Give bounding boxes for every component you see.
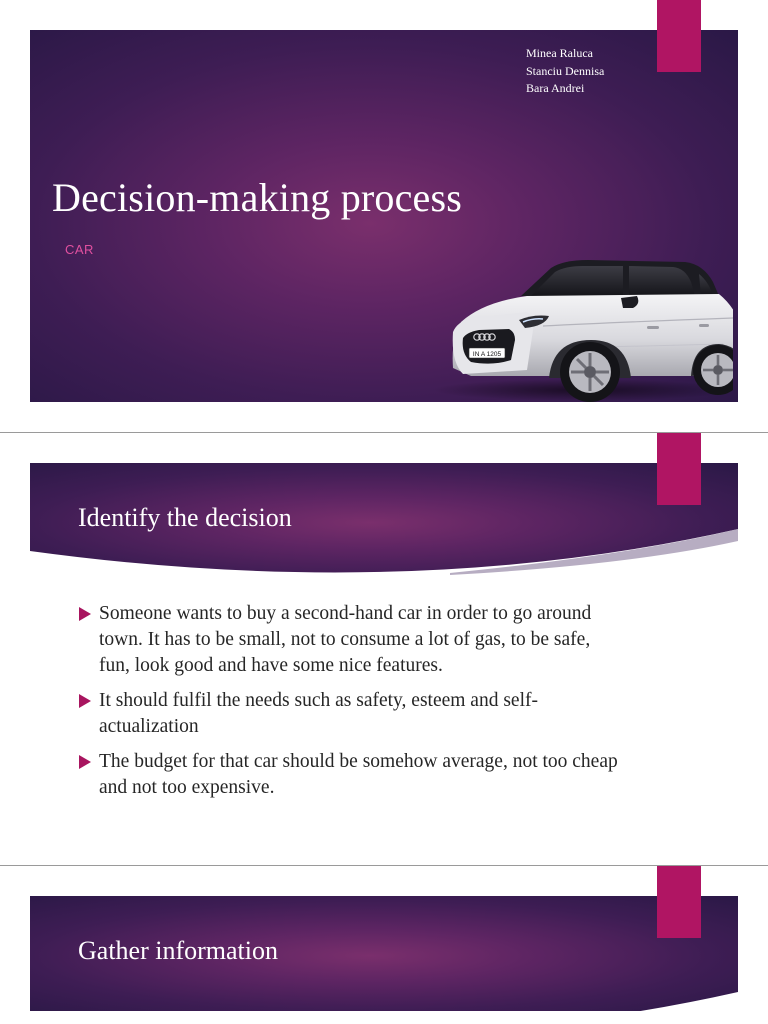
list-item bbox=[78, 688, 618, 740]
bullet-arrow-icon bbox=[79, 694, 91, 708]
bullet-text: It should fulfil the needs such as safety, esteem and self-actualization bbox=[99, 690, 538, 737]
slide-title: Decision-making process bbox=[52, 175, 463, 220]
accent-tab bbox=[657, 0, 701, 72]
title-slide bbox=[0, 0, 768, 432]
author-name: Bara Andrei bbox=[526, 81, 585, 95]
heading-banner bbox=[30, 896, 738, 1011]
accent-tab bbox=[657, 866, 701, 938]
author-name: Stanciu Dennisa bbox=[526, 63, 605, 78]
slide-subtitle: CAR bbox=[65, 242, 94, 257]
bullet-arrow-icon bbox=[79, 755, 91, 769]
bullet-text: The budget for that car should be somehow average, not too cheap and not too expensive. bbox=[99, 751, 618, 798]
heading-banner bbox=[30, 463, 738, 578]
author-name: Minea Raluca bbox=[526, 46, 593, 60]
accent-tab bbox=[657, 433, 701, 505]
banner-curve bbox=[30, 463, 738, 578]
license-plate-text: IN A 1205 bbox=[472, 351, 502, 358]
banner-curve bbox=[30, 896, 738, 1011]
bullet-list bbox=[78, 601, 618, 810]
gather-information-slide bbox=[0, 866, 768, 1024]
car-image bbox=[423, 252, 733, 402]
slide-heading: Identify the decision bbox=[78, 503, 292, 532]
author-list bbox=[526, 45, 604, 98]
identify-decision-slide bbox=[0, 433, 768, 865]
title-banner bbox=[30, 30, 738, 402]
list-item bbox=[78, 601, 618, 679]
list-item bbox=[78, 749, 618, 801]
bullet-arrow-icon bbox=[79, 607, 91, 621]
slide-heading: Gather information bbox=[78, 936, 278, 965]
bullet-text: Someone wants to buy a second-hand car in order to go around town. It has to be small, not to consume a lot of gas, to be safe, fun, look good and have some nice features. bbox=[99, 603, 592, 676]
